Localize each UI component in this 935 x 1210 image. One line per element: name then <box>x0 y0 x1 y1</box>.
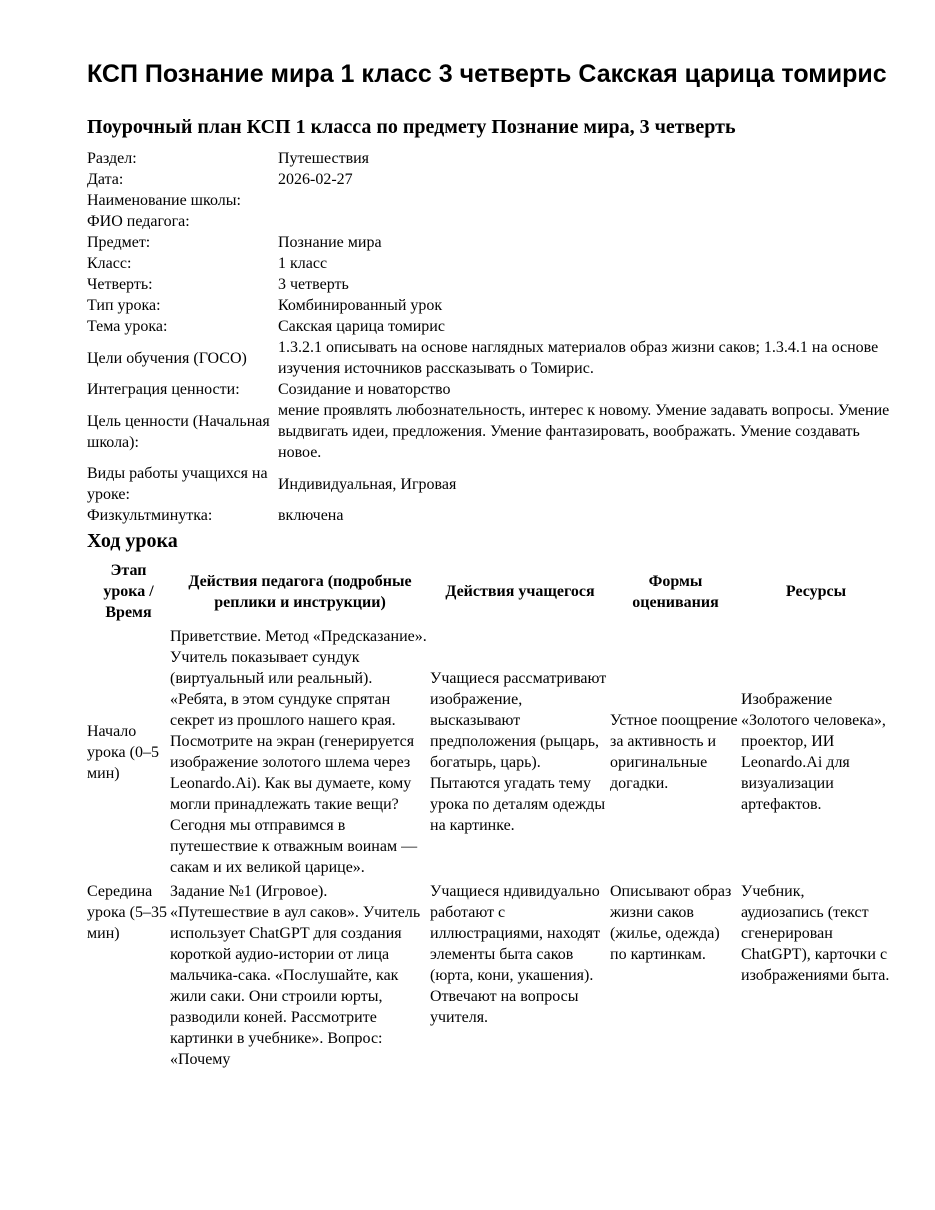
info-label: Тема урока: <box>87 318 168 335</box>
lesson-progress-heading: Ход урока <box>87 530 178 552</box>
info-label: ФИО педагога: <box>87 213 190 230</box>
info-label: Цель ценности (Начальная школа): <box>87 412 270 451</box>
column-header-stage: Этап урока / Время <box>103 562 154 621</box>
table-row <box>87 881 891 1073</box>
info-row-subject <box>87 232 897 253</box>
column-header-teacher-actions: Действия педагога (подробные реплики и инструкции) <box>188 572 412 611</box>
student-actions-cell: Учащиеся рассматривают изображение, высказывают предположения (рыцарь, богатырь, царь). Пытаются угадать тему урока по деталям одежды на картинке. <box>430 670 607 834</box>
table-row <box>87 626 891 881</box>
info-row-physical-break <box>87 505 897 526</box>
table-header-row <box>87 560 891 626</box>
info-row-date <box>87 169 897 190</box>
info-row-quarter <box>87 274 897 295</box>
info-label: Интеграция ценности: <box>87 381 240 398</box>
info-label: Наименование школы: <box>87 192 241 209</box>
info-label: Виды работы учащихся на уроке: <box>87 465 268 503</box>
info-label: Четверть: <box>87 276 153 293</box>
info-value: включена <box>278 507 344 524</box>
teacher-actions-cell: Задание №1 (Игровое). «Путешествие в аул саков». Учитель использует ChatGPT для создания короткой аудио-истории от лица мальчика-сака. «Послушайте, как жили саки. Они строили юрты, разводили коней. Рассмотрите картинки в учебнике». Вопрос: «Почему <box>170 883 421 1068</box>
info-value: 2026-02-27 <box>278 171 353 188</box>
info-row-topic <box>87 316 897 337</box>
teacher-actions-cell: Приветствие. Метод «Предсказание». Учитель показывает сундук (виртуальный или реальный). «Ребята, в этом сундуке спрятан секрет из прошлого нашего края. Посмотрите на экран (генерируется изображение золотого шлема через Leonardo.Ai). Как вы думаете, кому могли принадлежать такие вещи? Сегодня мы отправимся в путешествие к отважным воинам — сакам и их великой царице». <box>170 628 427 876</box>
info-value: 3 четверть <box>278 276 349 293</box>
lesson-info-table <box>87 148 897 526</box>
info-row-lesson-type <box>87 295 897 316</box>
stage-cell: Середина урока (5–35 мин) <box>87 883 167 942</box>
info-value <box>278 211 897 232</box>
info-row-grade <box>87 253 897 274</box>
info-value: мение проявлять любознательность, интерес к новому. Умение задавать вопросы. Умение выдвигать идеи, предложения. Умение фантазировать, воображать. Умение создавать новое. <box>278 402 890 461</box>
info-label: Предмет: <box>87 234 151 251</box>
info-row-school <box>87 190 897 211</box>
info-value: Комбинированный урок <box>278 297 443 314</box>
info-value: Путешествия <box>278 150 370 167</box>
student-actions-cell: Учащиеся ндивидуально работают с иллюстрациями, находят элементы быта саков (юрта, кони, укашения). Отвечают на вопросы учителя. <box>430 883 601 1026</box>
document-page <box>87 58 897 1073</box>
info-row-value-goal <box>87 400 897 463</box>
info-value: 1.3.2.1 описывать на основе наглядных материалов образ жизни саков; 1.3.4.1 на основе изучения источников рассказывать о Томирис. <box>278 339 879 377</box>
info-value <box>278 190 897 211</box>
info-row-section <box>87 148 897 169</box>
info-row-work-types <box>87 463 897 505</box>
info-label: Дата: <box>87 171 124 188</box>
info-label: Класс: <box>87 255 132 272</box>
lesson-progress-table <box>87 560 891 1073</box>
info-label: Тип урока: <box>87 297 161 314</box>
info-label: Физкультминутка: <box>87 507 213 524</box>
document-subtitle: Поурочный план КСП 1 класса по предмету Познание мира, 3 четверть <box>87 116 736 138</box>
info-row-teacher <box>87 211 897 232</box>
info-value: Познание мира <box>278 234 382 251</box>
column-header-resources: Ресурсы <box>785 583 847 600</box>
assessment-cell: Описывают образ жизни саков (жилье, одежда) по картинкам. <box>610 883 732 963</box>
resources-cell: Изображение «Золотого человека», проектор, ИИ Leonardo.Ai для визуализации артефактов. <box>741 691 886 813</box>
info-row-goals <box>87 337 897 379</box>
info-label: Раздел: <box>87 150 137 167</box>
column-header-assessment: Формы оценивания <box>632 572 719 611</box>
info-row-value-integration <box>87 379 897 400</box>
info-value: Созидание и новаторство <box>278 381 451 398</box>
column-header-student-actions: Действия учащегося <box>445 583 595 600</box>
document-title: КСП Познание мира 1 класс 3 четверть Сакская царица томирис <box>87 60 887 88</box>
resources-cell: Учебник, аудиозапись (текст сгенерирован ChatGPT), карточки с изображениями быта. <box>741 883 890 984</box>
info-label: Цели обучения (ГОСО) <box>87 349 247 367</box>
assessment-cell: Устное поощрение за активность и оригинальные догадки. <box>610 712 738 792</box>
info-value: 1 класс <box>278 255 328 272</box>
stage-cell: Начало урока (0–5 мин) <box>87 722 159 782</box>
info-value: Индивидуальная, Игровая <box>278 475 457 493</box>
info-value: Сакская царица томирис <box>278 318 445 335</box>
